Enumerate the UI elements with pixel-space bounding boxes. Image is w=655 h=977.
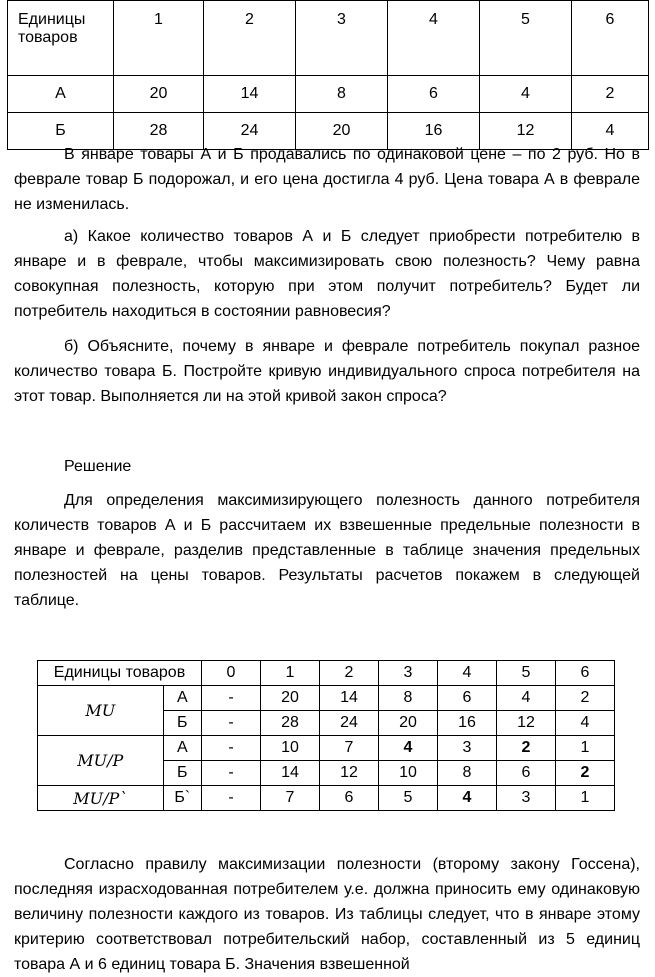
table-cell: 28: [261, 711, 320, 736]
table-header-cell: 6: [556, 661, 615, 686]
table-cell: 4: [480, 76, 572, 113]
table-header-cell: 1: [261, 661, 320, 686]
table-cell: 6: [320, 786, 379, 811]
table-cell: Б: [8, 113, 114, 150]
table-cell: 12: [480, 113, 572, 150]
table-cell: 24: [204, 113, 296, 150]
table-header-row: [38, 661, 615, 686]
table-row: [38, 736, 615, 761]
table-cell: 4: [438, 786, 497, 811]
table-cell: 20: [296, 113, 388, 150]
table-cell: А: [8, 76, 114, 113]
table-cell: 8: [438, 761, 497, 786]
table-header-cell: 2: [204, 1, 296, 76]
table-row-group-label: MU/P`: [38, 786, 164, 811]
table-cell: 5: [379, 786, 438, 811]
table-header-cell: 2: [320, 661, 379, 686]
table-cell: 10: [261, 736, 320, 761]
table-header-cell: 1: [114, 1, 204, 76]
table-cell: 14: [320, 686, 379, 711]
table-cell: 8: [379, 686, 438, 711]
table-cell: 24: [320, 711, 379, 736]
table-cell: 28: [114, 113, 204, 150]
table-cell: 2: [556, 761, 615, 786]
table-header-cell: Единицы товаров: [8, 1, 114, 76]
utility-table: [7, 0, 649, 150]
table-row: [38, 786, 615, 811]
table-header-cell: 3: [379, 661, 438, 686]
table-cell: 14: [204, 76, 296, 113]
table-cell: 14: [261, 761, 320, 786]
paragraph-question-b: б) Объясните, почему в январе и феврале потребитель покупал разное количество товара Б. Постройте кривую индивидуального спроса потребителя на этот товар. Выполняется ли на этой кривой закон спроса?: [14, 338, 640, 405]
table-header-cell: 3: [296, 1, 388, 76]
table-cell: -: [202, 686, 261, 711]
table-cell: 6: [388, 76, 480, 113]
table-cell: -: [202, 736, 261, 761]
table-cell-good: А: [163, 736, 201, 761]
table-cell-good: Б: [163, 761, 201, 786]
paragraph-problem-conditions: В январе товары А и Б продавались по одинаковой цене – по 2 руб. Но в феврале товар Б подорожал, и его цена достигла 4 руб. Цена товара А в феврале не изменилась.: [14, 146, 640, 213]
table-header-cell: Единицы товаров: [38, 661, 202, 686]
table-cell: 20: [114, 76, 204, 113]
table-cell: 1: [556, 786, 615, 811]
table-cell: -: [202, 711, 261, 736]
paragraph-question-a: а) Какое количество товаров А и Б следует приобрести потребителю в январе и в феврале, чтобы максимизировать свою полезность? Чему равна совокупная полезность, которую при этом получит потребитель? Будет ли потребитель находиться в состоянии равновесия?: [14, 228, 640, 320]
weighted-utility-table-body: [38, 661, 615, 811]
table-cell: 4: [572, 113, 649, 150]
table-cell: 16: [438, 711, 497, 736]
table-cell: 6: [497, 761, 556, 786]
table-cell: 7: [261, 786, 320, 811]
paragraph-solution-intro: Для определения максимизирующего полезность данного потребителя количеств товаров А и Б рассчитаем их взвешенные предельные полезности в январе и феврале, разделив представленные в таблице значения предельных полезностей на цены товаров. Результаты расчетов покажем в следующей таблице.: [14, 492, 640, 609]
table-cell: 4: [379, 736, 438, 761]
table-cell: 20: [379, 711, 438, 736]
table-cell: 1: [556, 736, 615, 761]
table-cell: 4: [497, 686, 556, 711]
paragraph-gossen-law: Согласно правилу максимизации полезности (второму закону Госсена), последняя израсходованная потребителем у.е. должна приносить ему одинаковую величину полезности каждого из товаров. Из таблицы следует, что в январе этому критерию соответствовал потребительский набор, составленный из 5 единиц товара А и 6 единиц товара Б. Значения взвешенной: [14, 856, 640, 973]
table-header-cell: 6: [572, 1, 649, 76]
table-cell: 16: [388, 113, 480, 150]
table-cell: 8: [296, 76, 388, 113]
table-cell: -: [202, 786, 261, 811]
table-cell: 7: [320, 736, 379, 761]
table-cell: 6: [438, 686, 497, 711]
table-header-cell: 5: [497, 661, 556, 686]
table-cell-good: Б: [163, 711, 201, 736]
table-row: [38, 686, 615, 711]
table-header-cell: 0: [202, 661, 261, 686]
solution-heading: Решение: [64, 458, 132, 475]
weighted-utility-table: [37, 660, 615, 811]
table-cell: 12: [320, 761, 379, 786]
table-row: [8, 76, 649, 113]
table-cell: 2: [497, 736, 556, 761]
table-cell: 12: [497, 711, 556, 736]
table-cell: 3: [497, 786, 556, 811]
table-header-cell: 5: [480, 1, 572, 76]
table-cell: -: [202, 761, 261, 786]
table-row-group-label: MU/P: [38, 736, 164, 786]
table-cell: 10: [379, 761, 438, 786]
table-header-cell: 4: [438, 661, 497, 686]
table-header-row: [8, 1, 649, 76]
table-row-group-label: MU: [38, 686, 164, 736]
table-cell-good: А: [163, 686, 201, 711]
table-cell-good: Б`: [163, 786, 201, 811]
table-cell: 20: [261, 686, 320, 711]
table-cell: 3: [438, 736, 497, 761]
table-cell: 4: [556, 711, 615, 736]
table-cell: 2: [556, 686, 615, 711]
table-cell: 2: [572, 76, 649, 113]
table-header-cell: 4: [388, 1, 480, 76]
